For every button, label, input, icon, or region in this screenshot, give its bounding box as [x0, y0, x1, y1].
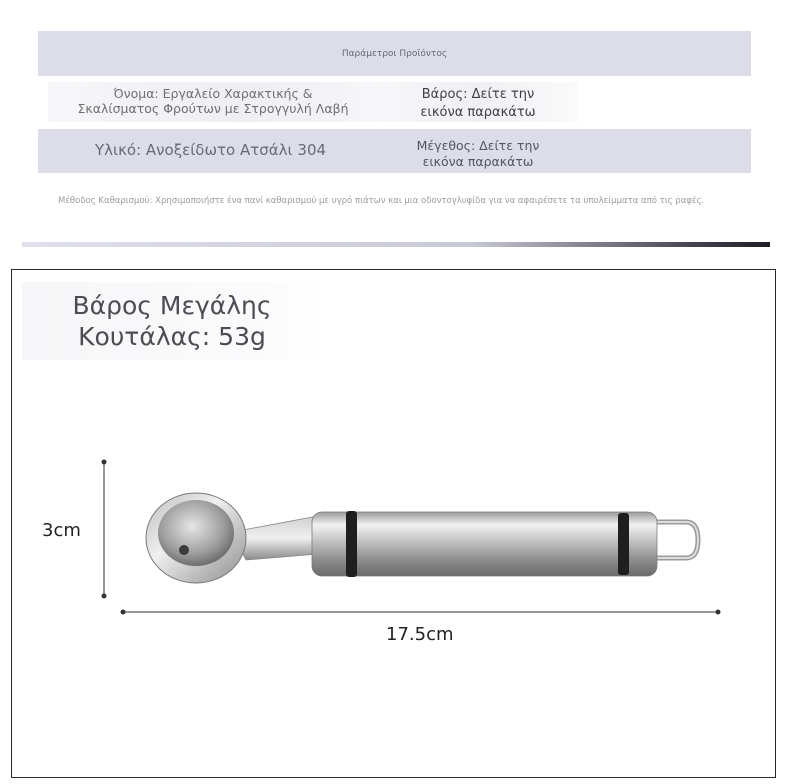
height-dimension-label: 3cm	[42, 520, 81, 541]
product-weight-line-2: Κουτάλας: 53g	[78, 322, 266, 351]
material-param: Υλικό: Ανοξείδωτο Ατσάλι 304	[94, 141, 327, 159]
length-dimension-line	[121, 610, 721, 615]
scoop-head	[146, 493, 246, 583]
cylindrical-handle	[312, 511, 657, 577]
cleaning-method: Μέθοδος Καθαρισμού: Χρησιμοποιήστε ένα πανί καθαρισμού με υγρό πιάτων και μια οδοντογλυφίδα για να αφαιρέσετε τα υπολείμματα από τις ραφές.	[58, 196, 705, 206]
hanging-loop	[652, 522, 698, 558]
length-dimension-label: 17.5cm	[386, 624, 454, 645]
product-weight-line-1: Βάρος Μεγάλης	[72, 291, 272, 320]
size-param-line-1: Μέγεθος: Δείτε την	[416, 138, 540, 153]
height-dimension-line	[102, 460, 107, 599]
product-name-line-1: Όνομα: Εργαλείο Χαρακτικής &	[113, 86, 313, 101]
weight-param-line-1: Βάρος: Δείτε την	[421, 87, 535, 102]
params-title: Παράμετροι Προϊόντος	[341, 48, 448, 59]
product-name-line-2: Σκαλίσματος Φρούτων με Στρογγυλή Λαβή	[77, 101, 349, 116]
size-param-line-2: εικόνα παρακάτω	[422, 154, 534, 169]
weight-param-line-2: εικόνα παρακάτω	[420, 105, 536, 120]
